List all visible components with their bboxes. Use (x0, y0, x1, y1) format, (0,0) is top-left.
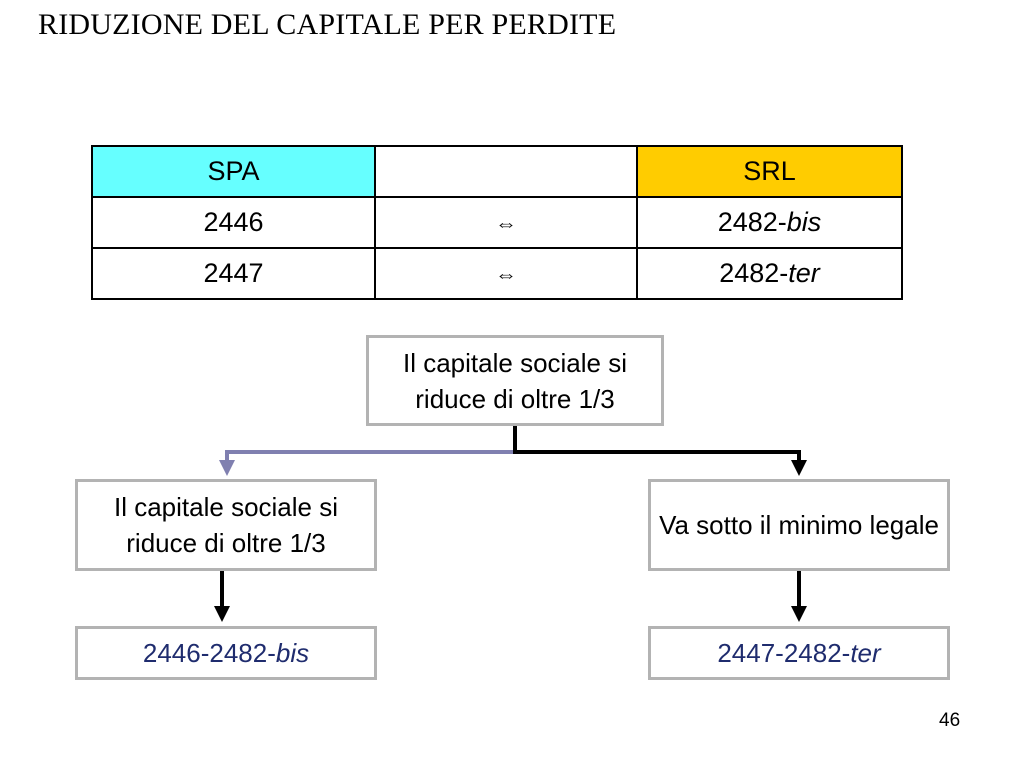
equivalence-symbol: ⇔ (495, 262, 517, 287)
connector-top-left (227, 452, 515, 468)
srl-suffix: ter (788, 258, 820, 288)
equivalence-symbol: ⇔ (495, 211, 517, 236)
flow-box-left-text: Il capitale sociale si riduce di oltre 1/3 (114, 492, 338, 558)
article-ref-left (143, 635, 309, 671)
article-box-left (75, 626, 377, 680)
srl-article: 2482- (717, 207, 787, 237)
article-box-right (648, 626, 950, 680)
header-spa: SPA (92, 146, 375, 197)
connector-top-right (515, 426, 799, 468)
article-ref-right-base: 2447-2482- (717, 638, 851, 668)
slide-title: RIDUZIONE DEL CAPITALE PER PERDITE (38, 8, 617, 41)
flow-box-right-text: Va sotto il minimo legale (659, 510, 939, 540)
flow-box-left (75, 479, 377, 571)
article-ref-right (717, 635, 880, 671)
article-ref-left-suffix: bis (275, 638, 310, 668)
flow-box-right (648, 479, 950, 571)
article-ref-right-suffix: ter (850, 638, 881, 668)
flow-box-top (366, 335, 664, 426)
flow-box-top-text: Il capitale sociale si riduce di oltre 1/3 (403, 347, 627, 414)
page-number: 46 (939, 710, 961, 731)
header-srl: SRL (637, 146, 902, 197)
srl-suffix: bis (786, 207, 822, 237)
article-ref-left-base: 2446-2482- (142, 638, 276, 668)
cell-spa: 2447 (92, 248, 375, 299)
srl-article: 2482- (719, 258, 789, 288)
cell-spa: 2446 (92, 197, 375, 248)
